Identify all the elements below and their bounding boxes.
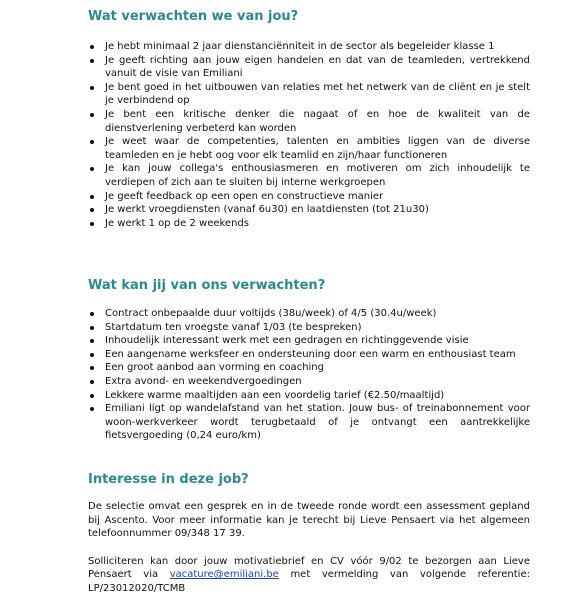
list-item: Extra avond- en weekendvergoedingen [88, 375, 530, 389]
list-item: Emiliani ligt op wandelafstand van het station. Jouw bus- of treinabonnement voor woon-werkverkeer wordt terugbetaald of je ontvangt een aantrekkelijke fietsvergoeding (0,24 euro/km) [88, 402, 530, 443]
email-link[interactable]: vacature@emiliani.be [169, 569, 279, 581]
section-offer [88, 278, 530, 443]
selection-paragraph: De selectie omvat een gesprek en in de tweede ronde wordt een assessment gepland bij Ascento. Voor meer informatie kan je terecht bij Lieve Pensaert via het algemeen telefoonnummer 09/348 17 39. [88, 501, 530, 540]
list-item: Je geeft richting aan jouw eigen handelen en dat van de teamleden, vertrekkend vanuit de visie van Emiliani [88, 54, 530, 81]
list-item: Je bent een kritische denker die nagaat of en hoe de kwaliteit van de dienstverlening verbeterd kan worden [88, 108, 530, 135]
application-paragraph [88, 555, 530, 596]
list-item: Je hebt minimaal 2 jaar dienstanciënniteit in de sector als begeleider klasse 1 [88, 40, 530, 54]
application-text-after: met vermelding van volgende referentie: LP/23012020/TCMB [88, 569, 530, 594]
heading-interest: Interesse in deze job? [88, 472, 249, 487]
list-item: Een groot aanbod aan vorming en coaching [88, 361, 530, 375]
heading-offer: Wat kan jij van ons verwachten? [88, 278, 326, 293]
section-interest [88, 472, 530, 596]
list-item: Je geeft feedback op een open en constructieve manier [88, 190, 530, 204]
list-item: Startdatum ten vroegste vanaf 1/03 (te bespreken) [88, 321, 530, 335]
list-item: Je werkt vroegdiensten (vanaf 6u30) en laatdiensten (tot 21u30) [88, 203, 530, 217]
application-text-before: Solliciteren kan door jouw motivatiebrief en CV vóór 9/02 te bezorgen aan Lieve Pensaert via [88, 555, 530, 581]
list-item: Contract onbepaalde duur voltijds (38u/week) of 4/5 (30.4u/week) [88, 307, 530, 321]
list-item: Lekkere warme maaltijden aan een voordelig tarief (€2.50/maaltijd) [88, 389, 530, 403]
list-item: Je kan jouw collega's enthousiasmeren en motiveren om zich inhoudelijk te verdiepen of zich aan te sluiten bij interne werkgroepen [88, 162, 530, 189]
expectations-list [88, 40, 530, 230]
offer-list [88, 307, 530, 443]
list-item: Je weet waar de competenties, talenten en ambities liggen van de diverse teamleden en je hebt oog voor elk teamlid en zijn/haar functioneren [88, 135, 530, 162]
heading-expectations: Wat verwachten we van jou? [88, 9, 299, 24]
section-expectations [88, 9, 530, 230]
list-item: Je werkt 1 op de 2 weekends [88, 217, 530, 231]
list-item: Je bent goed in het uitbouwen van relaties met het netwerk van de cliënt en je stelt je verbindend op [88, 81, 530, 108]
list-item: Inhoudelijk interessant werk met een gedragen en richtinggevende visie [88, 334, 530, 348]
list-item: Een aangename werksfeer en ondersteuning door een warm en enthousiast team [88, 348, 530, 362]
